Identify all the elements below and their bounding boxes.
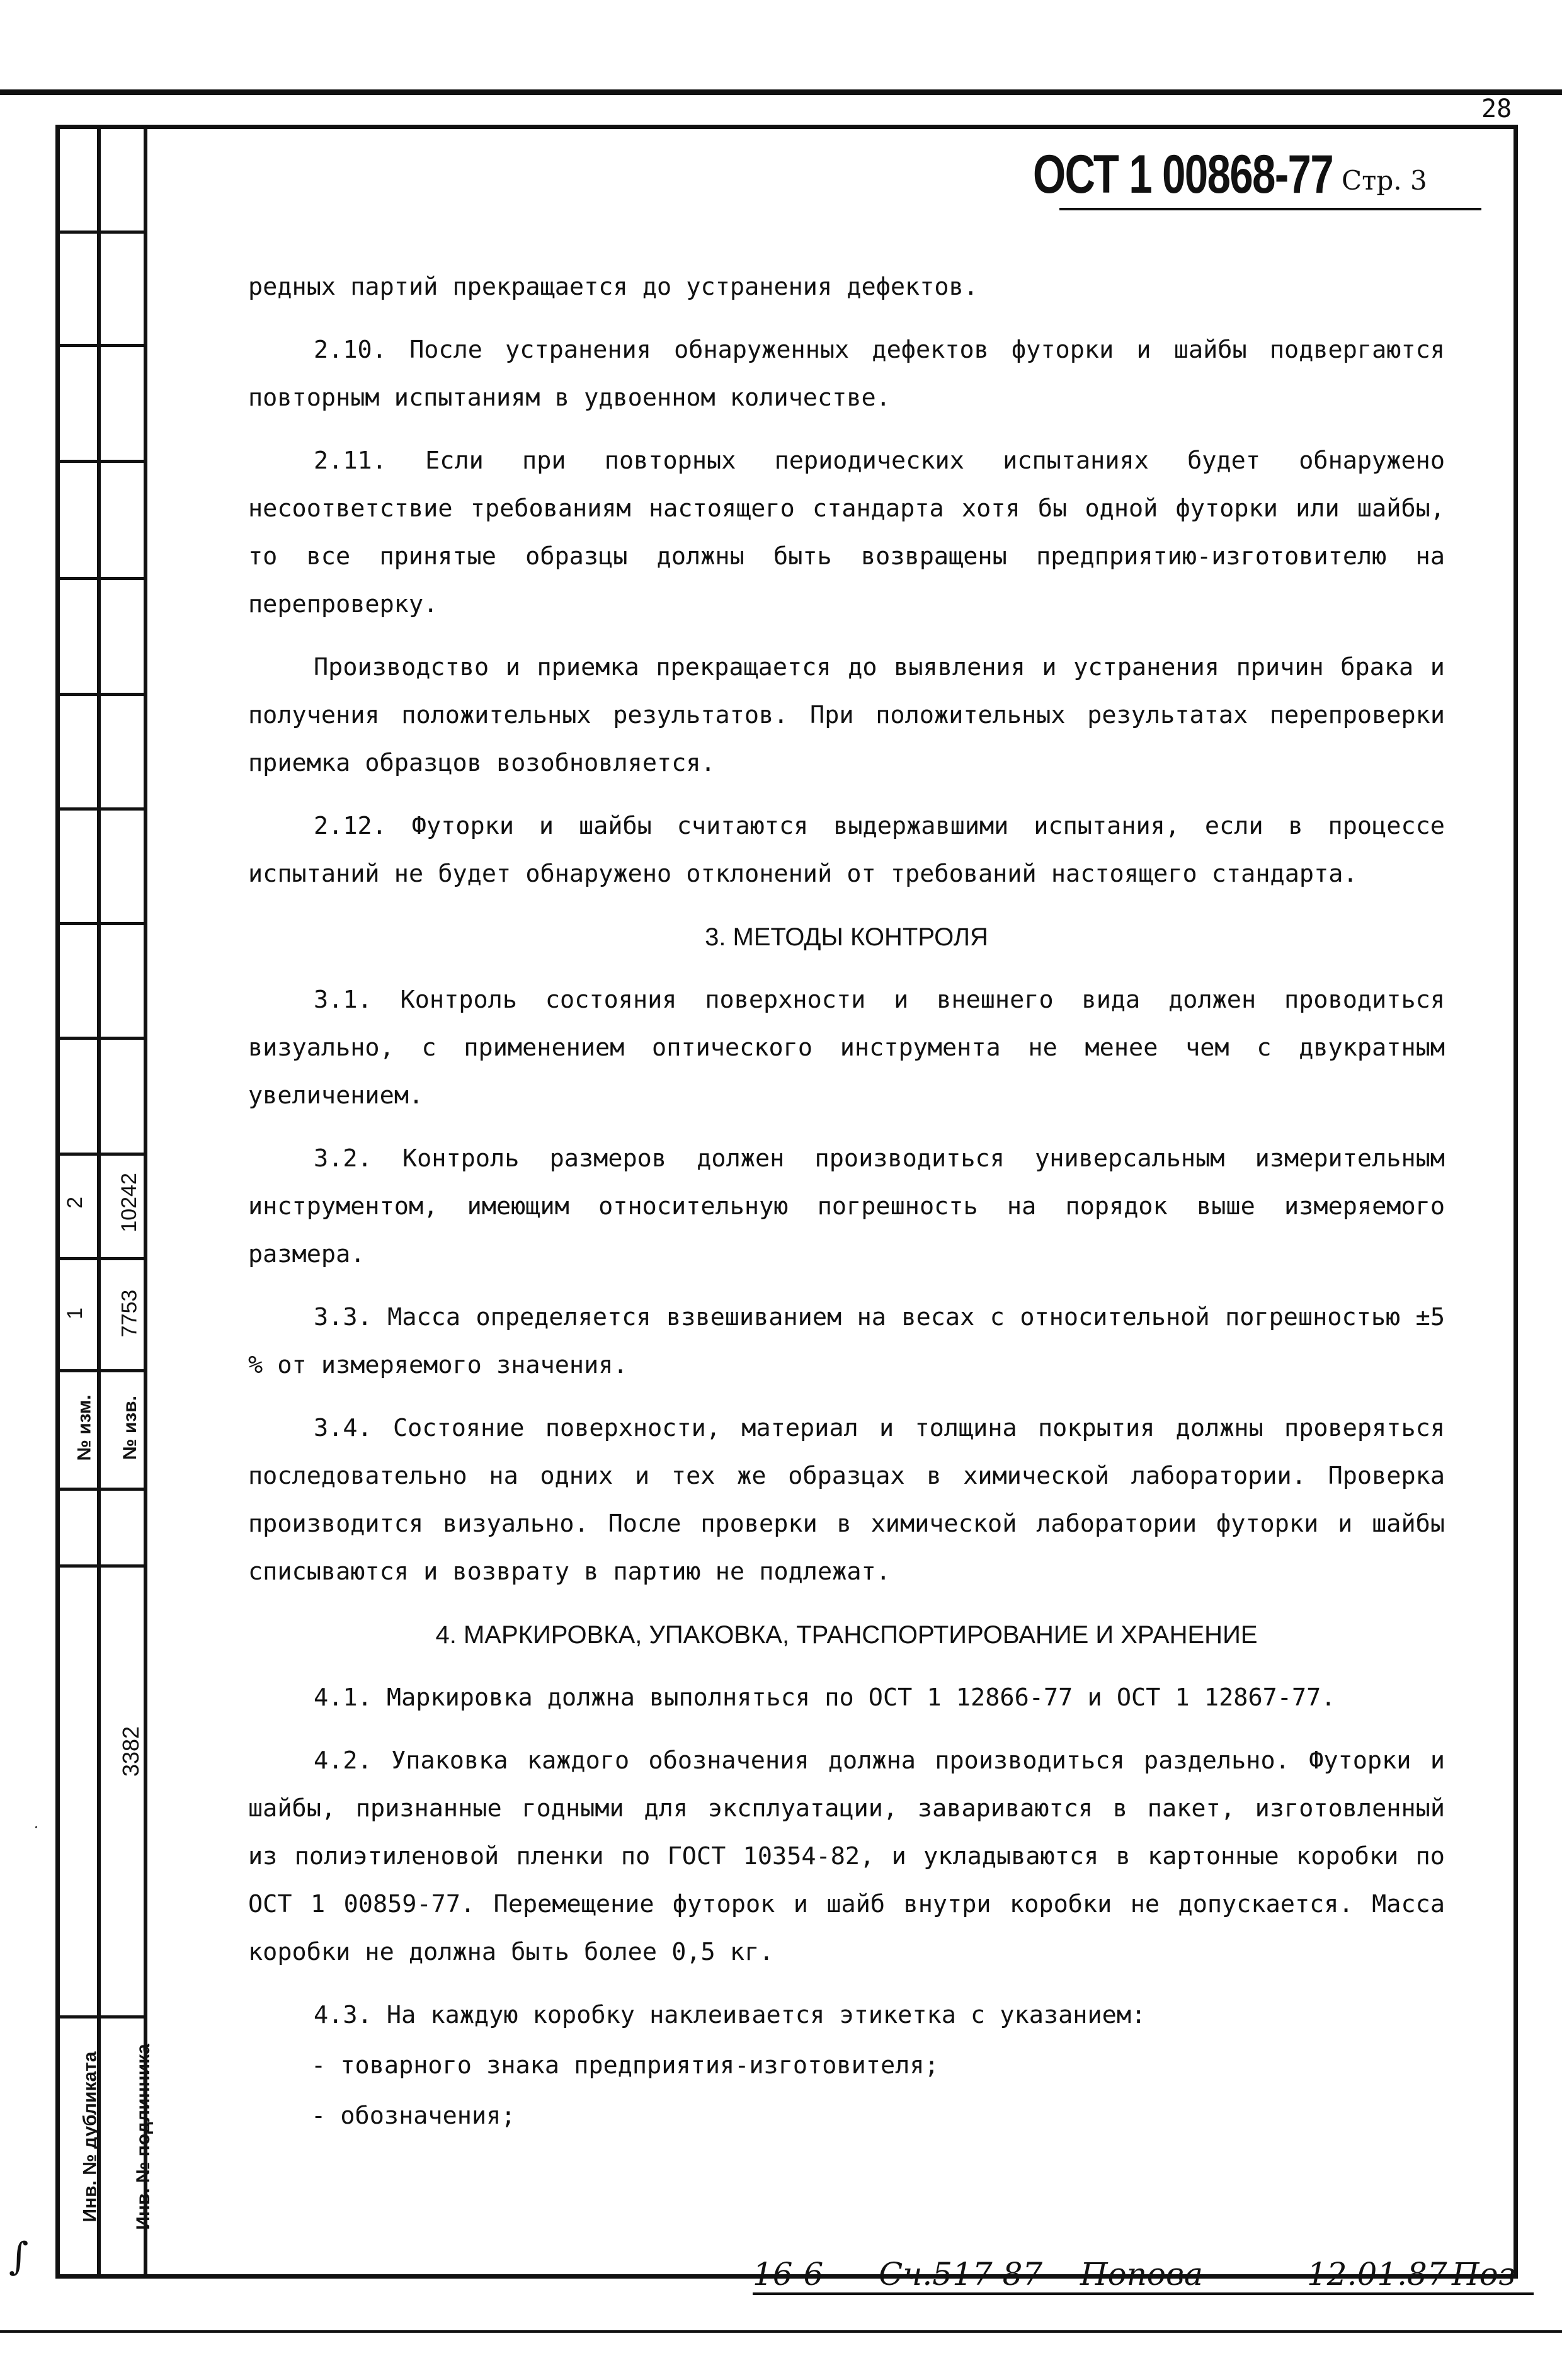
list-item: - товарного знака предприятия-изготовителя; <box>311 2051 939 2080</box>
strip-grid-line <box>55 460 147 463</box>
handwritten-note: 16-6 <box>753 2256 824 2292</box>
signature-line <box>753 2292 1534 2295</box>
scan-artifact-mark: ∫ <box>9 2235 29 2279</box>
bottom-border-rule <box>0 2330 1562 2333</box>
paragraph-continuation: редных партий прекращается до устранения дефектов. <box>248 273 978 301</box>
page-label: Стр. 3 <box>1342 165 1427 196</box>
paragraph-3-4: 3.4. Состояние поверхности, материал и толщина покрытия должны проверяться последовательно на одних и тех же образцах в химической лаборатории. Проверка производится визуально. После проверки в химической лаборатории футорки и шайбы списываются и возврату в партию не подлежат. <box>248 1414 1445 1586</box>
notice-1-value: 7753 <box>117 1289 142 1338</box>
change-1-value: 1 <box>62 1307 87 1319</box>
section-4-heading: 4. МАРКИРОВКА, УПАКОВКА, ТРАНСПОРТИРОВАНИЕ И ХРАНЕНИЕ <box>435 1621 1258 1649</box>
strip-grid-line <box>55 1153 147 1156</box>
inv-original-value: 3382 <box>118 1726 144 1777</box>
inv-duplicate-label: Инв. № дубликата <box>79 2051 101 2223</box>
paragraph-4-1: 4.1. Маркировка должна выполняться по ОСТ 1 12866-77 и ОСТ 1 12867-77. <box>314 1683 1336 1712</box>
paragraph-3-1: 3.1. Контроль состояния поверхности и внешнего вида должен проводиться визуально, с применением оптического инструмента не менее чем с двукратным увеличением. <box>248 986 1445 1110</box>
strip-grid-line <box>55 577 147 580</box>
strip-grid-line <box>55 1369 147 1372</box>
strip-grid-line <box>55 2015 147 2018</box>
strip-grid-line <box>55 1257 147 1260</box>
notice-no-label: № изв. <box>119 1396 140 1460</box>
section-3-heading: 3. МЕТОДЫ КОНТРОЛЯ <box>705 923 988 951</box>
paragraph-2-11: 2.11. Если при повторных периодических испытаниях будет обнаружено несоответствие требованиям настоящего стандарта хотя бы одной футорки или шайбы, то все принятые образцы должны быть возвращены предприятию-изготовителю на перепроверку. <box>248 447 1445 618</box>
strip-grid-line <box>55 1488 147 1491</box>
paragraph-4-2: 4.2. Упаковка каждого обозначения должна производиться раздельно. Футорки и шайбы, признанные годными для эксплуатации, завариваются в пакет, изготовленный из полиэтиленовой пленки по ГОСТ 10354-82, и укладываются в картонные коробки по ОСТ 1 00859-77. Перемещение футорок и шайб внутри коробки не допускается. Масса коробки не должна быть более 0,5 кг. <box>248 1746 1445 1966</box>
paragraph-production-stop: Производство и приемка прекращается до выявления и устранения причин брака и получения положительных результатов. При положительных результатах перепроверки приемка образцов возобновляется. <box>248 653 1445 777</box>
sheet-number: 28 <box>1481 94 1512 123</box>
handwritten-registration <box>753 2256 1540 2296</box>
top-border-rule <box>0 89 1562 95</box>
paragraph-4-3: 4.3. На каждую коробку наклеивается этикетка с указанием: <box>314 2001 1146 2029</box>
header-underline <box>1059 208 1481 210</box>
change-no-label: № изм. <box>74 1394 95 1461</box>
strip-grid-line <box>55 922 147 925</box>
notice-2-value: 10242 <box>117 1173 141 1233</box>
handwritten-note: Сч.517 87 <box>879 2256 1043 2292</box>
strip-grid-line <box>55 1037 147 1040</box>
label-contents-list <box>248 1991 1445 2140</box>
strip-grid-line <box>55 231 147 234</box>
handwritten-signature: Попова <box>1080 2256 1203 2292</box>
strip-grid-line <box>55 807 147 811</box>
paragraph-3-2: 3.2. Контроль размеров должен производиться универсальным измерительным инструментом, имеющим относительную погрешность на порядок выше измеряемого размера. <box>248 1144 1445 1268</box>
scan-artifact-mark: · <box>34 1820 38 1836</box>
strip-grid-line <box>55 1564 147 1568</box>
paragraph-2-10: 2.10. После устранения обнаруженных дефектов футорки и шайбы подвергаются повторным испытаниям в удвоенном количестве. <box>248 336 1445 412</box>
strip-grid-line <box>55 693 147 696</box>
handwritten-signature: Поз <box>1452 2256 1515 2292</box>
paragraph-3-3: 3.3. Масса определяется взвешиванием на весах с относительной погрешностью ±5 % от измеряемого значения. <box>248 1303 1445 1379</box>
document-body <box>248 263 1445 2143</box>
change-2-value: 2 <box>62 1197 87 1209</box>
handwritten-date: 12.01.87 <box>1307 2256 1447 2292</box>
paragraph-2-12: 2.12. Футорки и шайбы считаются выдержавшими испытания, если в процессе испытаний не будет обнаружено отклонений от требований настоящего стандарта. <box>248 812 1445 888</box>
document-code: ОСТ 1 00868-77 <box>1033 144 1333 205</box>
inv-original-label: Инв. № подлинника <box>132 2044 154 2230</box>
list-item: - обозначения; <box>311 2102 516 2130</box>
strip-grid-line <box>55 344 147 347</box>
